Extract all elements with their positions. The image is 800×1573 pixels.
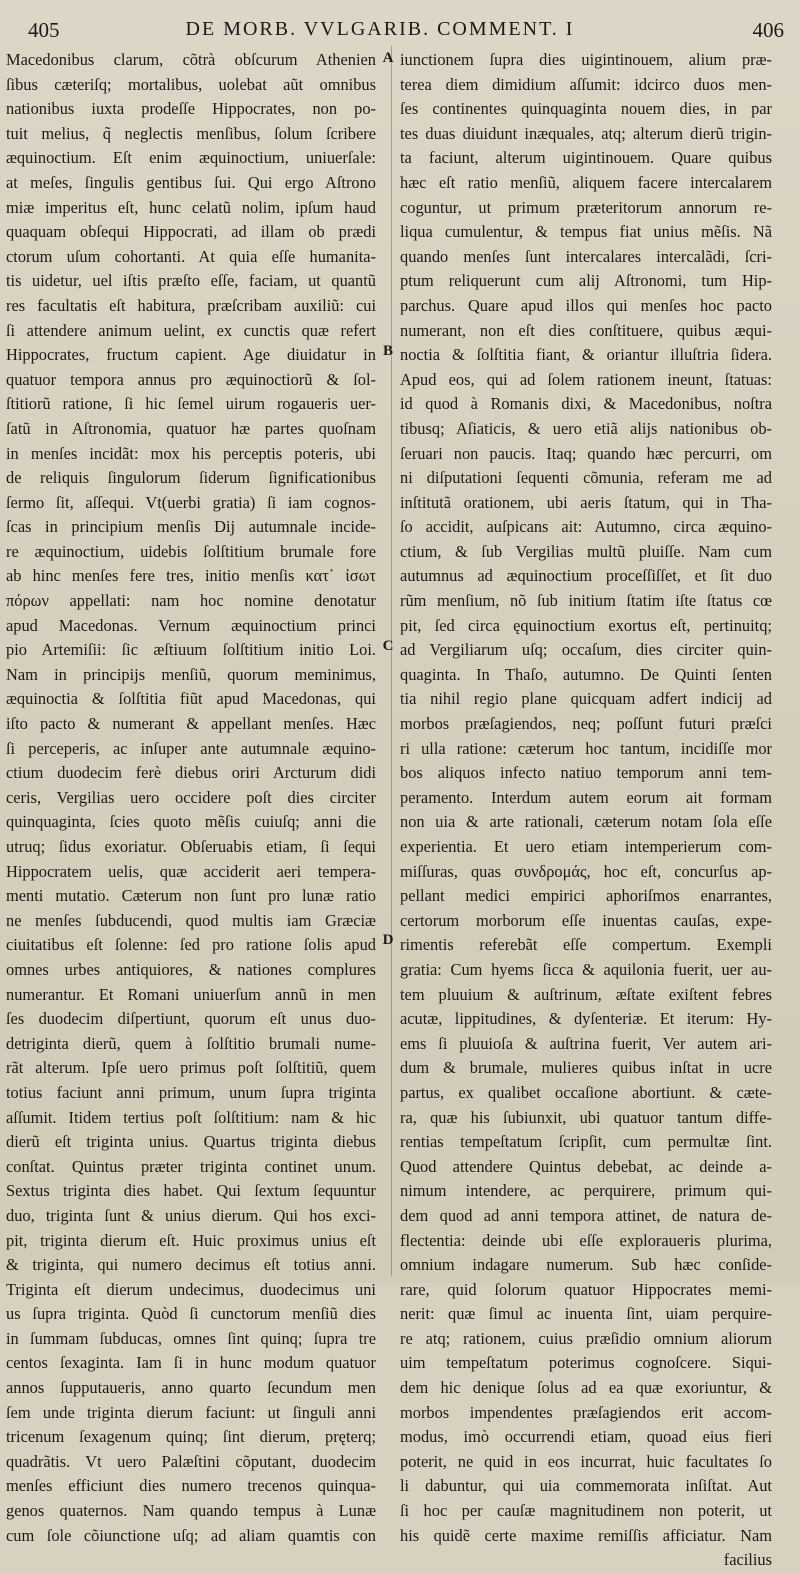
text-line: ciuitatibus eſt ſolenne: ſed pro ratione ſolis apud [6,935,376,955]
text-line: res facultatis eſt habitura, præſcribam auxiliũ: cui [6,295,376,315]
text-line: pellant medici empirici aphoriſmos enarrantes, [400,886,772,906]
text-line: Hippocrates, fructum capient. Age diuidatur in [6,345,376,365]
section-marker-c: C [382,638,394,654]
text-line: terea diem dimidium aſſumit: idcirco duos men- [400,74,772,94]
text-line: tem pluuium & auſtrinum, æſtate exiſtent febres [400,984,772,1004]
text-line: gratia: Cum hyems ſicca & aquilonia fuerit, uer au- [400,959,772,979]
section-marker-d: D [382,932,394,948]
text-line: aſſumit. Itidem tertius poſt ſolſtitium: nam & hic [6,1107,376,1127]
text-line: menti mutatio. Cæterum non ſunt pro lunæ ratio [6,886,376,906]
text-line: nationibus iuxta prodeſſe Hippocrates, non po- [6,99,376,119]
text-line: quaginta. In Thaſo, autumno. De Quinti ſenten [400,664,772,684]
text-line: tis uidetur, uel iſtis præſto eſſe, faciam, ut quantũ [6,271,376,291]
text-line: quatuor tempora annus pro æquinoctiorũ & ſol- [6,369,376,389]
text-line: pit, ſed circa ęquinoctium exortus eſt, pertinuitq; [400,615,772,635]
text-line: quinquaginta, ſcies quoto mẽſis cuiuſq; anni die [6,812,376,832]
column-divider [391,46,392,1276]
text-line: partus, ex qualibet occaſione abortiunt. & cæte- [400,1082,772,1102]
text-line: morbos præſagiendos, neq; poſſunt futuri præſci [400,714,772,734]
text-line: tuit melius, q̃ neglectis menſibus, ſolum ſcribere [6,123,376,143]
text-line: re æquinoctium, uidebis ſolſtitium brumale fore [6,541,376,561]
text-line: cum ſole cõiunctione uſq; ad aliam quamtis con [6,1525,376,1545]
text-line: ſeruari non paucis. Itaq; quando hæc percurri, om [400,443,772,463]
text-line: rentias tempeſtatum ſcripſit, cum permultæ ſint. [400,1132,772,1152]
text-line: ſi attendere animum uelint, ex cunctis quæ refert [6,320,376,340]
page-number-right: 406 [752,18,784,42]
text-line: ſes duodecim diſpertiunt, quorum eſt unus duo- [6,1009,376,1029]
text-line: at meſes, ſingulis gentibus ſui. Qui ergo Aſtrono [6,172,376,192]
text-line: re atq; rationem, cuius præſidio omnium aliorum [400,1328,772,1348]
text-line: utruq; ſidus exoriatur. Obſeruabis etiam, ſi ſequi [6,837,376,856]
text-line: modus, imò occurrendi etiam, quoad eius fieri [400,1427,772,1447]
text-line: ſtitiorũ ratione, ſi hic ſemel uirum rogaueris uer- [6,394,376,414]
text-line: tibusq; Aſiaticis, & uero etiã alijs nationibus ob- [400,418,772,438]
text-line: ptum reliquerunt cum alij Aſtronomi, tum Hip- [400,271,772,291]
text-line: apud Macedonas. Vernum æquinoctium princi [6,615,376,635]
text-line: Macedonibus clarum, cõtrà obſcurum Athenien [6,50,376,69]
text-line: morbos impendentes præſagiendos erit accom- [400,1402,772,1422]
text-line: flectentia: deinde ubi eſſe exploraueris plurima, [400,1230,772,1250]
text-line: ſatũ in Aſtronomia, quatuor hæ partes quoſnam [6,418,376,438]
text-line: de reliquis ſingulorum ſiderum ſignificationibus [6,468,376,488]
text-line: conſtat. Quintus præter triginta continet unum. [6,1156,376,1176]
section-marker-a: A [382,50,394,66]
text-line: ſcas in principium menſis Dij autumnale incide- [6,517,376,537]
text-line: tia nihil regio plane quicquam adfert indicij ad [400,689,772,709]
text-line: Hippocratem uelis, quæ acciderit aeri tempera- [6,861,376,881]
text-line: liqua cumulentur, & tempus fiat unius mẽſis. Nã [400,222,772,242]
page-number-left: 405 [28,18,60,42]
text-line: omnes urbes antiquiores, & nationes complures [6,959,376,979]
text-line: ſo accidit, auſpicans ait: Autumno, circa æquino- [400,517,772,537]
text-line: duo, triginta ſunt & unius dierum. Qui hos exci- [6,1205,376,1225]
page-header [0,0,800,40]
text-line: quadrãtis. Vt uero Palæſtini cõputant, duodecim [6,1451,376,1471]
text-line: experientia. Et uero etiam intemperierum com- [400,837,772,856]
text-line: ni diſputationi ſequenti cõmunia, referam me ad [400,468,772,488]
left-text-column [6,48,376,1545]
text-line: ſermo ſit, aſſequi. Vt(uerbi gratia) ſi iam cognos- [6,492,376,512]
text-line: rãt alterum. Ipſe uero primus poſt ſolſtitiũ, quem [6,1058,376,1078]
text-line: ceris, Vergilias uero occidere poſt dies circiter [6,787,376,807]
text-line: dem quod ad anni tempora attinet, de natura de- [400,1205,772,1225]
right-text-column [400,48,772,1570]
text-line: parchus. Quare apud illos qui menſes hoc pacto [400,295,772,315]
text-line: menſes efficiunt dies numero trecenos quinqua- [6,1476,376,1496]
text-line: ſibus cæteriſq; mortalibus, uolebat aũt omnibus [6,74,376,94]
text-line: miſſuras, quas συνδρομάς, hoc eſt, concurſus ap- [400,861,772,881]
text-line: ad Vergiliarum uſq; occaſum, dies circiter quin- [400,640,772,660]
text-line: facilius [723,1550,772,1570]
text-line: autumnus ad æquinoctium proceſſiſſet, et ſit duo [400,566,772,586]
text-line: quando menſes ſunt intercalares intercalãdi, ſcri- [400,246,772,266]
text-line: Quod attendere Quintus debebat, ac deinde a- [400,1156,772,1176]
section-marker-b: B [382,343,393,359]
text-line: detriginta dierũ, quem à ſolſtitio brumali nume- [6,1033,376,1053]
text-line: bos aliquos infecto natiuo temporum anni tem- [400,763,772,783]
text-line: ſem unde triginta dierum faciunt: ut ſinguli anni [6,1402,376,1422]
text-line: non uia & arte rationali, cæterum notam ſola eſſe [400,812,772,832]
text-line: Sextus triginta dies habet. Qui ſextum ſequuntur [6,1181,376,1201]
text-line: ri ulla ratione: cæterum hoc tantum, incidiſſe mor [400,738,772,758]
text-line: hæc eſt ratio menſiũ, aliquem facere intercalarem [400,172,772,192]
text-line: annos ſupputaueris, anno quarto ſecundum men [6,1378,376,1398]
text-line: his quidẽ certe maxime remiſſis afficiatur. Nam [400,1525,772,1545]
text-line: dum & brumale, mulieres quibus inſtat in ucre [400,1058,772,1078]
text-line: Nam in principijs menſiũ, quorum meminimus, [6,664,376,684]
text-line: us ſupra triginta. Quòd ſi cunctorum menſiũ dies [6,1304,376,1324]
text-line: id quod à Romanis dixi, & Macedonibus, noſtra [400,394,772,414]
text-line: ctium, & ſub Vergilias multũ pluiſſe. Nam cum [400,541,772,561]
text-line: poterit, ne quid in eos incurrat, huic facultates ſo [400,1451,772,1471]
text-line: tricenum ſexagenum quinq; ſint dierum, pręterq; [6,1427,376,1447]
text-line: rare, quid ſolorum quatuor Hippocrates memi- [400,1279,772,1299]
text-line: iunctionem ſupra dies uigintinouem, alium præ- [400,50,772,69]
text-line: uim tempeſtatum poterimus cognoſcere. Siqui- [400,1353,772,1373]
text-line: numerant, non eſt dies conſtituere, quibus æqui- [400,320,772,340]
running-title: DE MORB. VVLGARIB. COMMENT. I [185,18,575,40]
text-line: omnium indagare numerum. Sub hæc conſide- [400,1255,772,1275]
text-line: peramento. Interdum autem eorum ait formam [400,787,772,807]
text-line: nimum intendere, ac perquirere, primum qui- [400,1181,772,1201]
text-line: Triginta eſt dierum undecimus, duodecimus uni [6,1279,376,1299]
text-line: pit, triginta dierum eſt. Huic proximus unius eſt [6,1230,376,1250]
text-line: miæ imperitus eſt, hunc celatũ nolim, ipſum haud [6,197,376,217]
text-line: ſes continentes quinquaginta nouem dies, in par [400,99,772,119]
text-line: iſto pacto & numerant & appellant menſes. Hæc [6,714,376,734]
text-line: centos ſexaginta. Iam ſi in hunc modum quatuor [6,1353,376,1373]
text-line: Apud eos, qui ad ſolem rationem ineunt, ſtatuas: [400,369,772,389]
text-line: rimentis referebãt eſſe compertum. Exempli [400,935,772,955]
text-line: inſtitutã orationem, ubi aeris ſtatum, qui in Tha- [400,492,772,512]
text-line: ab hinc menſes fere tres, initio menſis κατ᾽ ἰσωτ [6,566,376,586]
text-line: genos quaternos. Nam quando tempus à Lunæ [6,1501,376,1521]
text-line: numerantur. Et Romani uniuerſum annũ in men [6,984,376,1004]
text-line: ta faciunt, alterum uigintinouem. Quare quibus [400,148,772,168]
text-line: pio Artemiſii: ſic æſtiuum ſolſtitium initio Loi. [6,640,376,660]
text-line: dem hic denique ſolus ad ea quæ exoriuntur, & [400,1378,772,1398]
text-line: ctorum uſum cohortanti. At quia eſſe humanita- [6,246,376,266]
text-line: dierũ eſt triginta unius. Quartus triginta diebus [6,1132,376,1152]
text-line: noctia & ſolſtitia fiant, & oriantur illuſtria ſidera. [400,345,772,365]
text-line: rũm menſium, nõ ſub initium ſtatim iſte ſtatus cœ [400,591,772,611]
text-line: ra, quæ his ſubiunxit, ubi quatuor tantum diffe- [400,1107,772,1127]
text-line: in menſes incidãt: mox his perceptis poteris, ubi [6,443,376,463]
text-line: li dabuntur, qui uia commemorata inſiſtat. Aut [400,1476,772,1496]
text-line: tes duas diuidunt inæquales, atq; alterum dierũ trigin- [400,123,772,143]
text-line: ctium duodecim ferè diebus oriri Arcturum didi [6,763,376,783]
text-line: æquinoctia & ſolſtitia fiũt apud Macedonas, qui [6,689,376,709]
text-line: nerit: quæ ſimul ac inuenta ſint, uiam perquire- [400,1304,772,1324]
text-line: ne menſes ſubducendi, quod multis iam Græciæ [6,910,376,930]
text-line: totius faciunt anni primum, unum ſupra triginta [6,1082,376,1102]
text-line: ſi perceperis, ac inſuper ante autumnale æquino- [6,738,376,758]
text-line: quaquam obſequi Hippocrati, ad illam ob prædi [6,222,376,242]
text-line: & triginta, qui numero decimus eſt totius anni. [6,1255,376,1275]
text-line: acutæ, lippitudines, & dyſenteriæ. Et iterum: Hy- [400,1009,772,1029]
text-line: æquinoctium. Eſt enim æquinoctium, uniuerſale: [6,148,376,168]
text-line: ſi hoc per cauſæ magnitudinem non poterit, ut [400,1501,772,1521]
text-line: coguntur, ut primum præteritorum annorum re- [400,197,772,217]
text-line: πόρων appellati: nam hoc nomine denotatur [6,591,376,611]
text-line: certorum morborum eſſe inuentas cauſas, expe- [400,910,772,930]
text-line: ems ſi pluuioſa & auſtrina fuerit, Ver autem ari- [400,1033,772,1053]
text-line: in ſummam ſubducas, omnes ſint quinq; ſupra tre [6,1328,376,1348]
